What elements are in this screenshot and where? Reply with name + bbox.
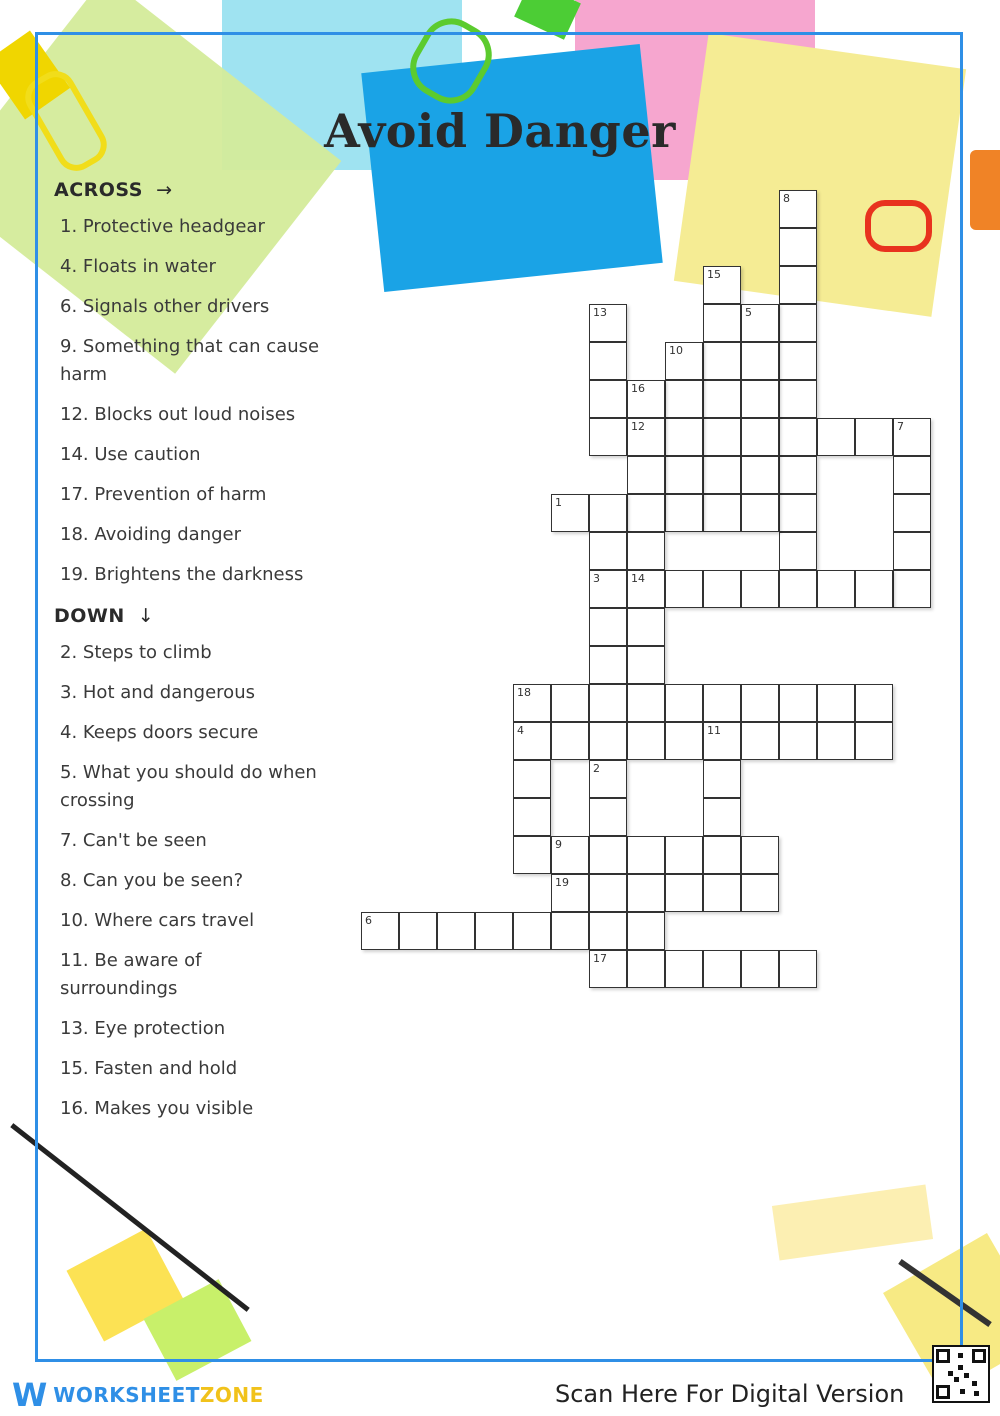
- sticky-note-orange: [970, 150, 1000, 230]
- cell-number: 11: [707, 724, 721, 737]
- clue-down-13: 13. Eye protection: [60, 1018, 226, 1039]
- crossword-cell[interactable]: [589, 304, 627, 342]
- worksheetzone-logo-icon: W: [12, 1376, 48, 1414]
- crossword-cell[interactable]: [741, 494, 779, 532]
- crossword-cell[interactable]: [551, 684, 589, 722]
- cell-number: 10: [669, 344, 683, 357]
- crossword-cell[interactable]: [741, 570, 779, 608]
- qr-dot: [960, 1389, 965, 1394]
- crossword-cell[interactable]: [627, 570, 665, 608]
- crossword-cell[interactable]: [589, 532, 627, 570]
- crossword-cell[interactable]: [475, 912, 513, 950]
- crossword-cell[interactable]: [779, 456, 817, 494]
- crossword-cell[interactable]: [665, 950, 703, 988]
- crossword-cell[interactable]: [513, 684, 551, 722]
- crossword-cell[interactable]: [589, 722, 627, 760]
- crossword-cell[interactable]: [589, 836, 627, 874]
- crossword-cell[interactable]: [627, 456, 665, 494]
- crossword-cell[interactable]: [551, 912, 589, 950]
- crossword-cell[interactable]: [741, 874, 779, 912]
- clue-across-14: 14. Use caution: [60, 444, 201, 465]
- clue-down-15: 15. Fasten and hold: [60, 1058, 238, 1079]
- crossword-cell[interactable]: [665, 456, 703, 494]
- crossword-cell[interactable]: [627, 950, 665, 988]
- crossword-cell[interactable]: [741, 722, 779, 760]
- crossword-cell[interactable]: [779, 570, 817, 608]
- crossword-cell[interactable]: [703, 456, 741, 494]
- crossword-cell[interactable]: [741, 418, 779, 456]
- worksheetzone-logo[interactable]: [12, 1378, 264, 1412]
- down-heading-label: DOWN: [54, 605, 125, 627]
- crossword-cell[interactable]: [589, 570, 627, 608]
- clue-across-6: 6. Signals other drivers: [60, 296, 270, 317]
- crossword-cell[interactable]: [513, 798, 551, 836]
- crossword-cell[interactable]: [589, 684, 627, 722]
- clue-across-18: 18. Avoiding danger: [60, 524, 242, 545]
- clue-down-3: 3. Hot and dangerous: [60, 682, 255, 703]
- qr-dot: [974, 1391, 979, 1396]
- clue-down-16: 16. Makes you visible: [60, 1098, 254, 1119]
- crossword-cell[interactable]: [665, 380, 703, 418]
- crossword-cell[interactable]: [703, 722, 741, 760]
- crossword-cell[interactable]: [893, 570, 931, 608]
- crossword-cell[interactable]: [627, 532, 665, 570]
- crossword-cell[interactable]: [361, 912, 399, 950]
- clue-across-17: 17. Prevention of harm: [60, 484, 267, 505]
- crossword-cell[interactable]: [551, 494, 589, 532]
- clues-panel: [54, 175, 354, 1135]
- down-heading: [54, 601, 354, 631]
- crossword-cell[interactable]: [703, 342, 741, 380]
- crossword-cell[interactable]: [589, 418, 627, 456]
- cell-number: 12: [631, 420, 645, 433]
- crossword-cell[interactable]: [703, 798, 741, 836]
- crossword-cell[interactable]: [741, 684, 779, 722]
- crossword-cell[interactable]: [627, 646, 665, 684]
- qr-dot: [948, 1371, 953, 1376]
- cell-number: 4: [517, 724, 524, 737]
- cell-number: 19: [555, 876, 569, 889]
- crossword-cell[interactable]: [855, 722, 893, 760]
- clue-down-8: 8. Can you be seen?: [60, 870, 244, 891]
- crossword-cell[interactable]: [779, 304, 817, 342]
- clue-across-19: 19. Brightens the darkness: [60, 564, 304, 585]
- crossword-cell[interactable]: [589, 342, 627, 380]
- crossword-cell[interactable]: [779, 494, 817, 532]
- crossword-cell[interactable]: [817, 722, 855, 760]
- cell-number: 3: [593, 572, 600, 585]
- cell-number: 14: [631, 572, 645, 585]
- crossword-cell[interactable]: [779, 190, 817, 228]
- crossword-cell[interactable]: [665, 494, 703, 532]
- crossword-cell[interactable]: [741, 342, 779, 380]
- page-title: Avoid Danger: [324, 104, 676, 158]
- crossword-cell[interactable]: [703, 304, 741, 342]
- crossword-cell[interactable]: [779, 380, 817, 418]
- brand-main: WORKSHEET: [53, 1383, 200, 1407]
- cell-number: 8: [783, 192, 790, 205]
- crossword-cell[interactable]: [703, 380, 741, 418]
- brand-name: [53, 1383, 263, 1407]
- clue-across-1: 1. Protective headgear: [60, 216, 265, 237]
- crossword-cell[interactable]: [589, 760, 627, 798]
- crossword-cell[interactable]: [589, 950, 627, 988]
- crossword-cell[interactable]: [703, 760, 741, 798]
- crossword-cell[interactable]: [779, 418, 817, 456]
- crossword-cell[interactable]: [779, 342, 817, 380]
- cell-number: 15: [707, 268, 721, 281]
- crossword-cell[interactable]: [627, 608, 665, 646]
- crossword-cell[interactable]: [741, 836, 779, 874]
- clue-across-4: 4. Floats in water: [60, 256, 216, 277]
- crossword-cell[interactable]: [817, 684, 855, 722]
- scan-caption: Scan Here For Digital Version: [555, 1380, 905, 1408]
- crossword-cell[interactable]: [589, 912, 627, 950]
- qr-finder: [972, 1349, 986, 1363]
- clue-down-11: 11. Be aware of surroundings: [60, 950, 202, 999]
- cell-number: 16: [631, 382, 645, 395]
- clue-down-7: 7. Can't be seen: [60, 830, 207, 851]
- crossword-cell[interactable]: [589, 874, 627, 912]
- crossword-cell[interactable]: [893, 456, 931, 494]
- crossword-cell[interactable]: [893, 532, 931, 570]
- crossword-cell[interactable]: [665, 570, 703, 608]
- crossword-cell[interactable]: [551, 722, 589, 760]
- crossword-cell[interactable]: [513, 722, 551, 760]
- cell-number: 1: [555, 496, 562, 509]
- crossword-cell[interactable]: [703, 570, 741, 608]
- crossword-cell[interactable]: [589, 798, 627, 836]
- cell-number: 9: [555, 838, 562, 851]
- crossword-cell[interactable]: [779, 532, 817, 570]
- crossword-cell[interactable]: [551, 836, 589, 874]
- crossword-cell[interactable]: [817, 418, 855, 456]
- cell-number: 5: [745, 306, 752, 319]
- crossword-cell[interactable]: [513, 836, 551, 874]
- crossword-cell[interactable]: [855, 418, 893, 456]
- qr-finder: [936, 1385, 950, 1399]
- crossword-cell[interactable]: [703, 836, 741, 874]
- cell-number: 7: [897, 420, 904, 433]
- crossword-cell[interactable]: [513, 912, 551, 950]
- crossword-cell[interactable]: [589, 494, 627, 532]
- cell-number: 18: [517, 686, 531, 699]
- crossword-cell[interactable]: [741, 380, 779, 418]
- crossword-cell[interactable]: [665, 684, 703, 722]
- crossword-cell[interactable]: [741, 304, 779, 342]
- qr-code-icon[interactable]: [932, 1345, 990, 1403]
- crossword-cell[interactable]: [665, 722, 703, 760]
- crossword-cell[interactable]: [779, 722, 817, 760]
- clue-across-12: 12. Blocks out loud noises: [60, 404, 296, 425]
- crossword-cell[interactable]: [665, 836, 703, 874]
- crossword-cell[interactable]: [627, 418, 665, 456]
- qr-dot: [958, 1365, 963, 1370]
- crossword-cell[interactable]: [817, 570, 855, 608]
- crossword-cell[interactable]: [741, 456, 779, 494]
- brand-accent: ZONE: [199, 1383, 264, 1407]
- qr-dot: [972, 1381, 977, 1386]
- crossword-cell[interactable]: [703, 950, 741, 988]
- cell-number: 2: [593, 762, 600, 775]
- crossword-cell[interactable]: [703, 684, 741, 722]
- crossword-cell[interactable]: [703, 266, 741, 304]
- crossword-cell[interactable]: [779, 228, 817, 266]
- across-heading: [54, 175, 354, 205]
- clue-down-4: 4. Keeps doors secure: [60, 722, 259, 743]
- arrow-right-icon: →: [156, 179, 173, 201]
- crossword-cell[interactable]: [627, 380, 665, 418]
- crossword-cell[interactable]: [703, 494, 741, 532]
- crossword-cell[interactable]: [589, 646, 627, 684]
- clue-across-9: 9. Something that can cause harm: [60, 336, 320, 385]
- arrow-down-icon: ↓: [137, 605, 155, 627]
- crossword-cell[interactable]: [893, 418, 931, 456]
- crossword-cell[interactable]: [665, 342, 703, 380]
- crossword-cell[interactable]: [893, 494, 931, 532]
- crossword-cell[interactable]: [399, 912, 437, 950]
- crossword-cell[interactable]: [855, 684, 893, 722]
- crossword-cell[interactable]: [703, 418, 741, 456]
- cell-number: 17: [593, 952, 607, 965]
- crossword-cell[interactable]: [627, 912, 665, 950]
- crossword-cell[interactable]: [437, 912, 475, 950]
- clue-down-5: 5. What you should do when crossing: [60, 762, 317, 811]
- crossword-cell[interactable]: [665, 418, 703, 456]
- crossword-cell[interactable]: [779, 266, 817, 304]
- qr-finder: [936, 1349, 950, 1363]
- crossword-cell[interactable]: [551, 874, 589, 912]
- qr-dot: [958, 1353, 963, 1358]
- clue-down-10: 10. Where cars travel: [60, 910, 255, 931]
- crossword-cell[interactable]: [741, 950, 779, 988]
- crossword-cell[interactable]: [627, 494, 665, 532]
- clue-down-2: 2. Steps to climb: [60, 642, 212, 663]
- qr-dot: [964, 1373, 969, 1378]
- crossword-cell[interactable]: [703, 874, 741, 912]
- qr-dot: [954, 1377, 959, 1382]
- crossword-cell[interactable]: [589, 608, 627, 646]
- crossword-cell[interactable]: [665, 874, 703, 912]
- crossword-cell[interactable]: [627, 722, 665, 760]
- crossword-cell[interactable]: [589, 380, 627, 418]
- crossword-cell[interactable]: [627, 684, 665, 722]
- crossword-cell[interactable]: [779, 950, 817, 988]
- cell-number: 6: [365, 914, 372, 927]
- cell-number: 13: [593, 306, 607, 319]
- across-heading-label: ACROSS: [54, 179, 143, 201]
- crossword-cell[interactable]: [513, 760, 551, 798]
- crossword-cell[interactable]: [627, 874, 665, 912]
- crossword-cell[interactable]: [855, 570, 893, 608]
- crossword-cell[interactable]: [779, 684, 817, 722]
- crossword-cell[interactable]: [627, 836, 665, 874]
